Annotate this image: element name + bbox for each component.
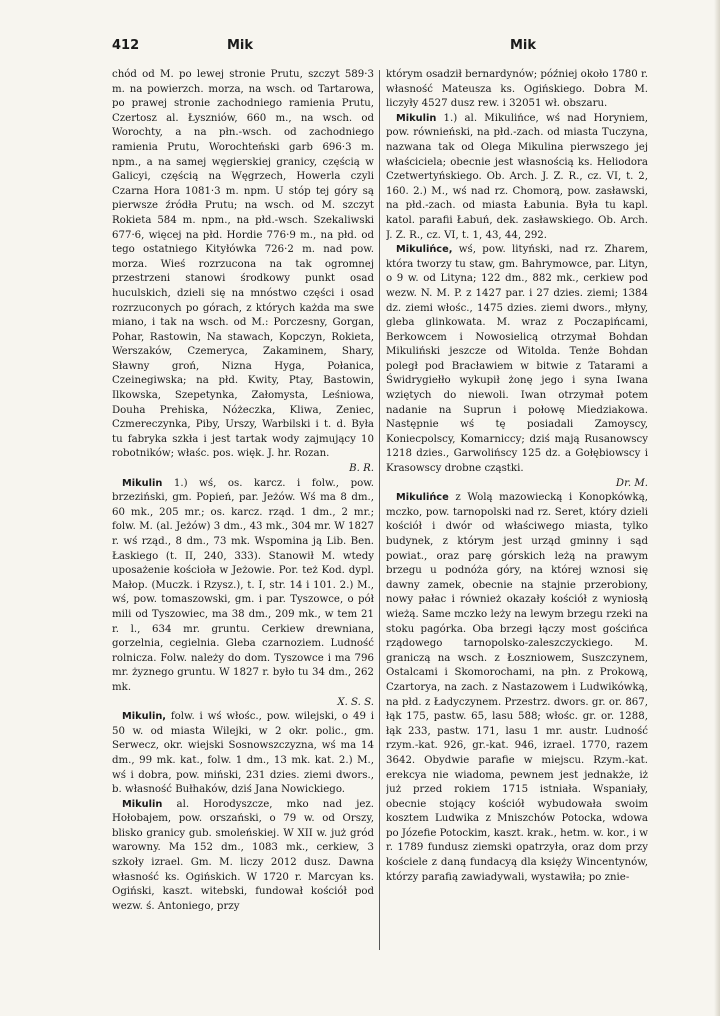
- entry-text: 1.) wś, os. karcz. i folw., pow. brzeziński, gm. Popień, par. Jeżów. Wś ma 8 dm., 60 mk., 205 mr.; os. karcz. rząd. 1 dm., 2 mr.; folw. M. (al. Jeżów) 3 dm., 43 mk., 304 mr. W 1827 r. wś rząd., 8 dm., 73 mk. Wspomina ją Lib. Ben. Łaskiego (t. II, 240, 333). Stanowił M. wtedy uposażenie kościoła w Jeżowie. Por. też Kod. dypl. Małop. (Muczk. i Rzysz.), t. I, str. 14 i 101. 2.) M., wś, pow. tomaszowski, gm. i par. Tyszowce, o pół mili od Tyszowiec, ma 38 dm., 209 mk., w tem 21 r. l., 634 mr. gruntu. Cerkiew drewniana, gorzelnia, cegielnia. Gleba czarnoziem. Ludność rolnicza. Folw. należy do dom. Tyszowce i ma 796 mr. żyznego gruntu. W 1827 r. było tu 34 dm., 262 mk.: [112, 477, 374, 693]
- author-signature: B. R.: [349, 463, 374, 475]
- page-header: [112, 38, 654, 56]
- running-title-left: Mik: [227, 38, 254, 53]
- entry-text: folw. i wś włośc., pow. wilejski, o 49 i 50 w. od miasta Wilejki, w 2 okr. polic., gm. Serwecz, okr. wiejski Sosnowszczyzna, wś ma 14 dm., 99 mk. kat., folw. 1 dm., 13 mk. kat. 2.) M., wś i dobra, pow. miński, 231 dzies. ziemi dwors., b. własność Bułhaków, dziś Jana Nowickiego.: [112, 711, 374, 796]
- dictionary-entry: [386, 243, 648, 491]
- dictionary-entry: [386, 491, 648, 885]
- author-signature: X. S. S.: [337, 696, 374, 708]
- page-edge-shadow: [714, 0, 720, 1016]
- entry-text: chód od M. po lewej stronie Prutu, szczyt 589·3 m. na powierzch. morza, na wsch. od Tartarowa, po prawej stronie zachodniego ramienia Prutu, Czertosz al. Łyszniów, 660 m., na wsch. od Worochty, a na płn.-wsch. od zachodniego ramienia Prutu, Worochteński garb 696·3 m. npm., a na samej węgierskiej granicy, częścią w Galicyi, częścią na Węgrzech, Howerla czyli Czarna Hora 1081·3 m. npm. U stóp tej góry są pierwsze źródła Prutu; na wsch. od M. szczyt Rokieta 584 m. npm., na płd.-wsch. Szekaliwski 677·6, więcej na płd. Hordie 776·9 m., na płd. od tego ostatniego Kityłówka 726·2 m. nad pow. morza. Wieś rozrzucona na tak ogromnej przestrzeni stanowi środkowy punkt osad huculskich, dzieli się na mnóstwo części i osad rozrzuconych po górach, z których każda ma swe miano, i tak na wsch. od M.: Porczesny, Gorgan, Pohar, Rastowin, Na stawach, Kopczyn, Rokieta, Werszaków, Czemeryca, Zakaminem, Shary, Sławny groń, Nizna Hyga, Połanica, Czeinegiwska; na płd. Kwity, Ptay, Bastowin, Ilkowska, Szepetynka, Załomysta, Leśniowa, Douha Prehiska, Nóżeczka, Kliwa, Zeniec, Czmereczynka, Piby, Urszy, Warbilski i t. d. Była tu fabryka szkła i jest tartak wody zajmujący 10 robotników; właśc. pos. więk. J. hr. Rozan.: [112, 69, 374, 460]
- entry-headword: Mikulińce,: [396, 244, 453, 256]
- entry-headword: Mikulin: [396, 112, 437, 124]
- dictionary-entry: [112, 477, 374, 711]
- entry-text: z Wolą mazowiecką i Konopkówką, mczko, pow. tarnopolski nad rz. Seret, który dzieli kościół i dwór od właściwego miasta, tylko budynek, z którym jest urząd gminny i sąd powiat., oraz parę górskich leżą na prawym brzegu u podnóża góry, na której wznosi się dawny zamek, obecnie na stajnie przerobiony, nowy pałac i również okazały kościół z wyniosłą wieżą. Same mczko leży na lewym brzegu rzeki na stoku pagórka. Oba brzegi łączy most gościńca rządowego tarnopolsko-zaleszczyckiego. M. graniczą na wsch. z Łoszniowem, Suszczynem, Ostalcami i Skomorochami, na płn. z Prokową, Czartorya, na zach. z Nastazowem i Ludwikówką, na płd. z Ładyczynem. Przestrz. dwors. gr. or. 867, łąk 175, pastw. 65, lasu 588; włośc. gr. or. 1288, łąk 233, pastw. 171, lasu 1 mr. austr. Ludność rzym.-kat. 926, gr.-kat. 946, izrael. 1770, razem 3642. Obydwie parafie w miejscu. Rzym.-kat. erekcya nie wiadoma, pewnem jest jednakże, iż już przed rokiem 1715 istniała. Wspaniały, obecnie stojący kościół wybudowała swoim kosztem Ludwika z Mniszchów Potocka, wdowa po Józefie Potockim, kaszt. krak., hetm. w. kor., i w r. 1789 fundusz ziemski opatrzyła, oraz dom przy kościele z daną fundacyą dla księży Wincentynów, którzy parafią zawiadywali, wystawiła; po znie-: [386, 492, 648, 883]
- entry-headword: Mikulińce: [396, 492, 449, 504]
- entry-headword: Mikulin: [122, 477, 163, 489]
- entry-continuation: [386, 68, 648, 112]
- entry-headword: Mikulin: [122, 798, 163, 810]
- dictionary-entry: [386, 112, 648, 243]
- running-title-right: Mik: [510, 38, 537, 53]
- entry-text: którym osadził bernardynów; później około 1780 r. własność Mateusza ks. Ogińskiego. Dobra M. liczyły 4527 dusz rew. i 32051 wł. obszaru.: [386, 69, 648, 110]
- entry-text: al. Horodyszcze, mko nad jez. Hołobajem, pow. orszański, o 79 w. od Orszy, blisko granicy gub. smoleńskiej. W XII w. już gród warowny. Ma 152 dm., 1083 mk., cerkiew, 3 szkoły izrael. Gm. M. liczy 2012 dusz. Dawna własność ks. Ogińskich. W 1720 r. Marcyan ks. Ogiński, kaszt. witebski, fundował kościół pod wezw. ś. Antoniego, przy: [112, 798, 374, 912]
- right-column: [386, 68, 648, 958]
- entry-headword: Mikulin,: [122, 711, 167, 723]
- dictionary-entry: [112, 798, 374, 915]
- left-column: [112, 68, 374, 958]
- entry-text: 1.) al. Mikulińce, wś nad Horyniem, pow. równieński, na płd.-zach. od miasta Tuczyna, nazwana tak od Olega Mikulina pierwszego jej właściciela; obecnie jest własnością ks. Heliodora Czetwertyńskiego. Ob. Arch. J. Z. R., cz. VI, t. 2, 160. 2.) M., wś nad rz. Chomorą, pow. zasławski, na płd.-zach. od miasta Łabunia. Była tu kapl. katol. parafii Łabuń, dek. zasławskiego. Ob. Arch. J. Z. R., cz. VI, t. 1, 43, 44, 292.: [386, 112, 648, 241]
- page-number: 412: [112, 38, 140, 53]
- column-divider: [379, 70, 380, 950]
- author-signature: Dr. M.: [615, 477, 648, 489]
- entry-text: wś, pow. lityński, nad rz. Zharem, która tworzy tu staw, gm. Bahrymowce, par. Lityn, o 9 w. od Lityna; 122 dm., 882 mk., cerkiew pod wezw. N. M. P. z 1427 par. i 27 dzies. ziemi; 1384 dz. ziemi włośc., 1475 dzies. ziemi dwors., młyny, gleba glinkowata. M. wraz z Poczapińcami, Berkowcem i Nowosielicą otrzymał Bohdan Mikuliński jeszcze od Witolda. Tenże Bohdan poległ pod Bracławiem w bitwie z Tatarami a Świdrygiełło wykupił żonę jego i syna Iwana wziętych do niewoli. Iwan otrzymał potem nadanie na Suprun i połowę Miedziakowa. Następnie wś tę posiadali Zamoyscy, Koniecpolscy, Komarniccy; dziś mają Rusanowscy 1218 dzies., Garwolińscy 125 dz. a Gołębiowscy i Krasowscy drobne cząstki.: [386, 244, 648, 475]
- entry-continuation: [112, 68, 374, 477]
- dictionary-entry: [112, 710, 374, 798]
